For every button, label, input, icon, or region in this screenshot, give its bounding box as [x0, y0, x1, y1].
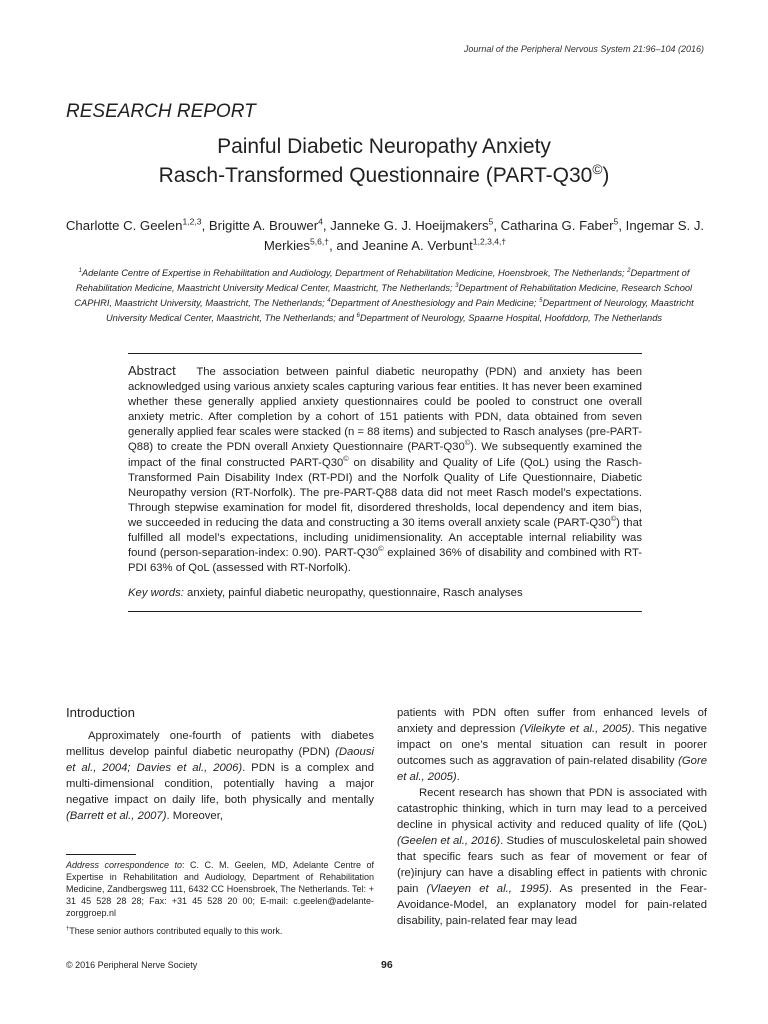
citation: (Vileikyte et al., 2005) [519, 723, 632, 735]
article-title [0, 132, 768, 190]
affiliations: $^1$Adelante Centre of Expertise in Rehabilitation and Audiology, Department of Rehabilitation Medicine, Hoensbroek, The Netherlands; $^2$Department of Rehabilitation Medicine, Maastricht University Medical Center, Maastricht, The Netherlands; $^3$Department of Rehabilitation Medicine, Research School CAPHRI, Maastricht University, Maastricht, The Netherlands; $^4$Department of Anesthesiology and Pain Medicine; $^5$Department of Neurology, Maastricht University Medical Center, Maastricht, The Netherlands; and $^6$Department of Neurology, Spaarne Hospital, Hoofddorp, The Netherlands [74, 267, 694, 323]
citation: (Gore et al., 2005) [397, 755, 707, 783]
title-line-1: Painful Diabetic Neuropathy Anxiety [217, 135, 551, 158]
correspondence-footnote: Address correspondence to: C. C. M. Geelen, MD, Adelante Centre of Expertise in Rehabilitation and Audiology, Department of Rehabilitation Medicine, Zandbergsweg 111, 6432 CC Hoensbroek, The Netherlands. Tel: + 31 45 528 28 28; Fax: +31 45 528 20 00; E-mail: c.geelen@adelante-zorggroep.nl [66, 860, 374, 918]
keywords: Key words: anxiety, painful diabetic neuropathy, questionnaire, Rasch analyses [128, 587, 523, 600]
paragraph: patients with PDN often suffer from enhanced levels of anxiety and depression (Vileikyte et al., 2005). This negative impact on one’s mental situation can result in poorer outcomes such as aggravation of pain-related disability (Gore et al., 2005). [397, 707, 707, 783]
abstract-section [128, 353, 642, 612]
abstract-heading: Abstract [128, 363, 176, 378]
citation: (Vlaeyen et al., 1995) [426, 883, 549, 895]
abstract-text: Abstract The association between painful diabetic neuropathy (PDN) and anxiety has been acknowledged using various anxiety scales capturing various fear entities. It has never been examined whether these generally applied anxiety questionnaires could be pooled to construct one overall anxiety metric. After completion by a cohort of 151 patients with PDN, data obtained from seven generally applied fear scales were stacked (n = 88 items) and subjected to Rasch analyses (pre-PART-Q88) to create the PDN overall Anxiety Questionnaire (PART-Q30©). We subsequently examined the impact of the final constructed PART-Q30© on disability and Quality of Life (QoL) using the Rasch-Transformed Pain Disability Index (RT-PDI) and the Norfolk Quality of Life Questionnaire, Diabetic Neuropathy version (RT-Norfolk). The pre-PART-Q88 data did not meet Rasch model’s expectations. Through stepwise examination for model fit, disordered thresholds, local dependency and item bias, we succeeded in reducing the data and constructing a 30 items overall anxiety scale (PART-Q30©) that fulfilled all model’s expectations, including unidimensionality. An acceptable internal reliability was found (person-separation-index: 0.90). PART-Q30© explained 36% of disability and combined with RT-PDI 63% of QoL (assessed with RT-Norfolk). [128, 363, 642, 575]
citation: (Daousi et al., 2004; Davies et al., 2006) [66, 746, 374, 774]
body-column-left [66, 728, 374, 824]
title-line-2: Rasch-Transformed Questionnaire (PART-Q30©) [158, 162, 610, 187]
author: Catharina G. Faber [500, 218, 614, 233]
copyright: © 2016 Peripheral Nerve Society [66, 960, 198, 970]
senior-author-footnote: †These senior authors contributed equally to this work. [66, 926, 283, 936]
author: Charlotte C. Geelen [65, 218, 183, 233]
author: Janneke G. J. Hoeijmakers [330, 218, 489, 233]
section-heading-introduction: Introduction [66, 705, 135, 720]
footnote-rule [66, 854, 136, 855]
author-list: Charlotte C. Geelen$^{1,2,3}$, Brigitte A. Brouwer$^4$, Janneke G. J. Hoeijmakers$^5$, Catharina G. Faber$^5$, Ingemar S. J. Merkies$^{5,6,\dagger}$, and Jeanine A. Verbunt$^{1,2,3,4,\dagger}$ [65, 216, 705, 253]
citation: (Geelen et al., 2016) [397, 835, 501, 847]
page-number: 96 [381, 959, 393, 971]
journal-citation: Journal of the Peripheral Nervous System 21:96–104 (2016) [463, 44, 704, 54]
author: Jeanine A. Verbunt [362, 238, 473, 253]
keywords-label: Key words: [128, 587, 184, 600]
citation: (Barrett et al., 2007) [66, 810, 167, 822]
body-column-right [397, 705, 707, 929]
article-type: RESEARCH REPORT [66, 101, 256, 122]
author: Brigitte A. Brouwer [208, 218, 319, 233]
author: Ingemar S. J. Merkies [263, 218, 705, 253]
paragraph: Recent research has shown that PDN is associated with catastrophic thinking, which in turn may lead to a perceived decline in physical activity and reduced quality of life (QoL) (Geelen et al., 2016). Studies of musculoskeletal pain showed that specific fears such as fear of movement or fear of (re)injury can have a disabling effect in patients with chronic pain (Vlaeyen et al., 1995). As presented in the Fear-Avoidance-Model, an explanatory model for pain-related disability, pain-related fear may lead [397, 787, 708, 927]
paragraph: Approximately one-fourth of patients with diabetes mellitus develop painful diabetic neuropathy (PDN) (Daousi et al., 2004; Davies et al., 2006). PDN is a complex and multi-dimensional condition, potentially having a major negative impact on daily life, both physically and mentally (Barrett et al., 2007). Moreover, [66, 730, 374, 822]
